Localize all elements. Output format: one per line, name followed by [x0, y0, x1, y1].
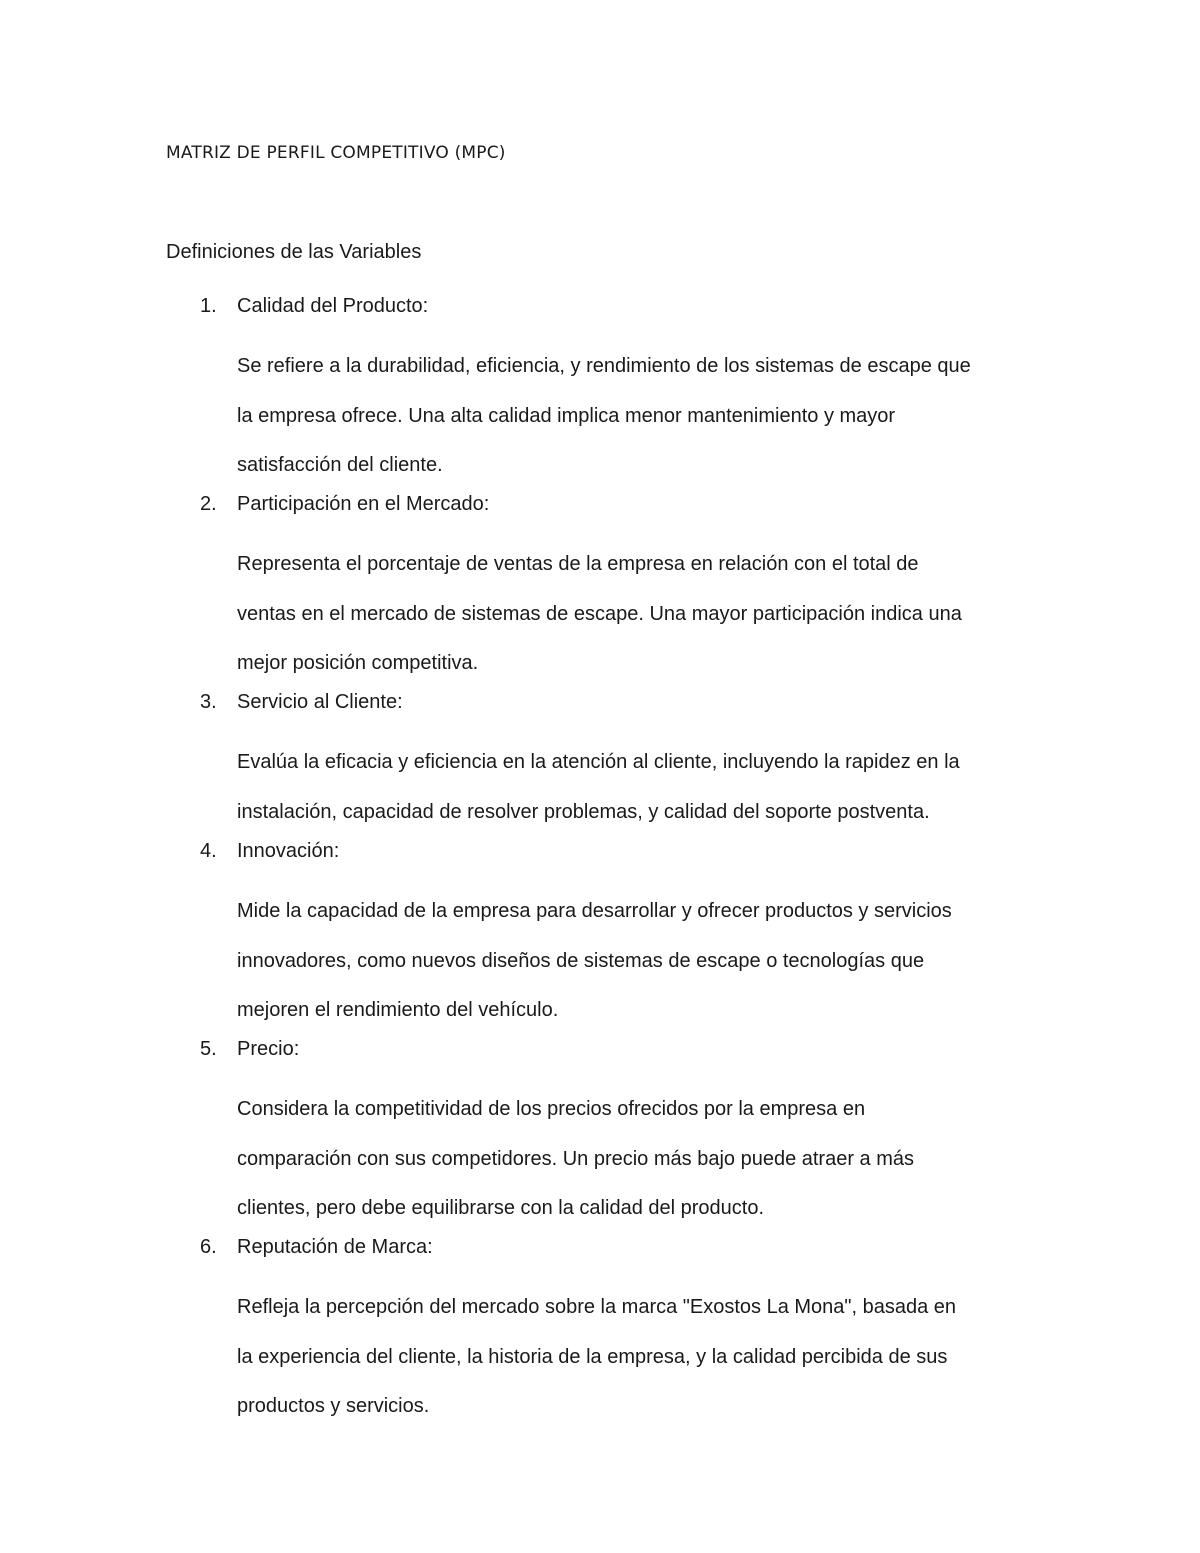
document-title: MATRIZ DE PERFIL COMPETITIVO (MPC) [166, 143, 506, 163]
description-line: instalación, capacidad de resolver problemas, y calidad del soporte postventa. [237, 800, 930, 823]
list-item-title: Precio: [237, 1038, 300, 1060]
list-item [166, 1234, 1046, 1432]
description-line: Considera la competitividad de los precios ofrecidos por la empresa en [237, 1098, 866, 1120]
list-item-number: 5. [200, 1038, 217, 1060]
list-item-number: 4. [200, 840, 217, 862]
description-line: Evalúa la eficacia y eficiencia en la atención al cliente, incluyendo la rapidez en la [237, 751, 960, 773]
list-item-number: 6. [200, 1236, 217, 1258]
list-item-description [237, 540, 1037, 689]
list-item-title: Calidad del Producto: [237, 295, 429, 317]
list-item [166, 491, 1046, 689]
list-item-title: Innovación: [237, 840, 340, 862]
list-item-description [237, 342, 1037, 491]
description-line: ventas en el mercado de sistemas de escape. Una mayor participación indica una [237, 602, 962, 625]
list-item-description [237, 1085, 1037, 1234]
list-item-title: Servicio al Cliente: [237, 691, 403, 713]
list-item-number: 1. [200, 295, 217, 317]
description-line: comparación con sus competidores. Un precio más bajo puede atraer a más [237, 1147, 915, 1170]
description-line: satisfacción del cliente. [237, 454, 443, 476]
list-item-description [237, 738, 1037, 837]
description-line: Se refiere a la durabilidad, eficiencia, y rendimiento de los sistemas de escape que [237, 355, 971, 377]
list-item [166, 1036, 1046, 1234]
description-line: productos y servicios. [237, 1395, 430, 1417]
list-item-title: Reputación de Marca: [237, 1236, 433, 1258]
list-item-number: 2. [200, 493, 217, 515]
list-item [166, 689, 1046, 837]
list-item-title: Participación en el Mercado: [237, 493, 490, 515]
description-line: Refleja la percepción del mercado sobre la marca "Exostos La Mona", basada en [237, 1296, 957, 1318]
list-item-number: 3. [200, 691, 217, 713]
list-item-description [237, 1283, 1037, 1432]
list-item-description [237, 887, 1037, 1036]
description-line: mejoren el rendimiento del vehículo. [237, 999, 559, 1021]
description-line: la empresa ofrece. Una alta calidad implica menor mantenimiento y mayor [237, 404, 896, 427]
list-item [166, 293, 1046, 491]
description-line: mejor posición competitiva. [237, 652, 479, 674]
description-line: Representa el porcentaje de ventas de la empresa en relación con el total de [237, 553, 919, 575]
description-line: Mide la capacidad de la empresa para desarrollar y ofrecer productos y servicios [237, 900, 952, 922]
list-item [166, 838, 1046, 1036]
description-line: la experiencia del cliente, la historia de la empresa, y la calidad percibida de sus [237, 1345, 948, 1368]
section-heading: Definiciones de las Variables [166, 241, 422, 263]
description-line: innovadores, como nuevos diseños de sistemas de escape o tecnologías que [237, 949, 925, 972]
description-line: clientes, pero debe equilibrarse con la calidad del producto. [237, 1197, 765, 1219]
